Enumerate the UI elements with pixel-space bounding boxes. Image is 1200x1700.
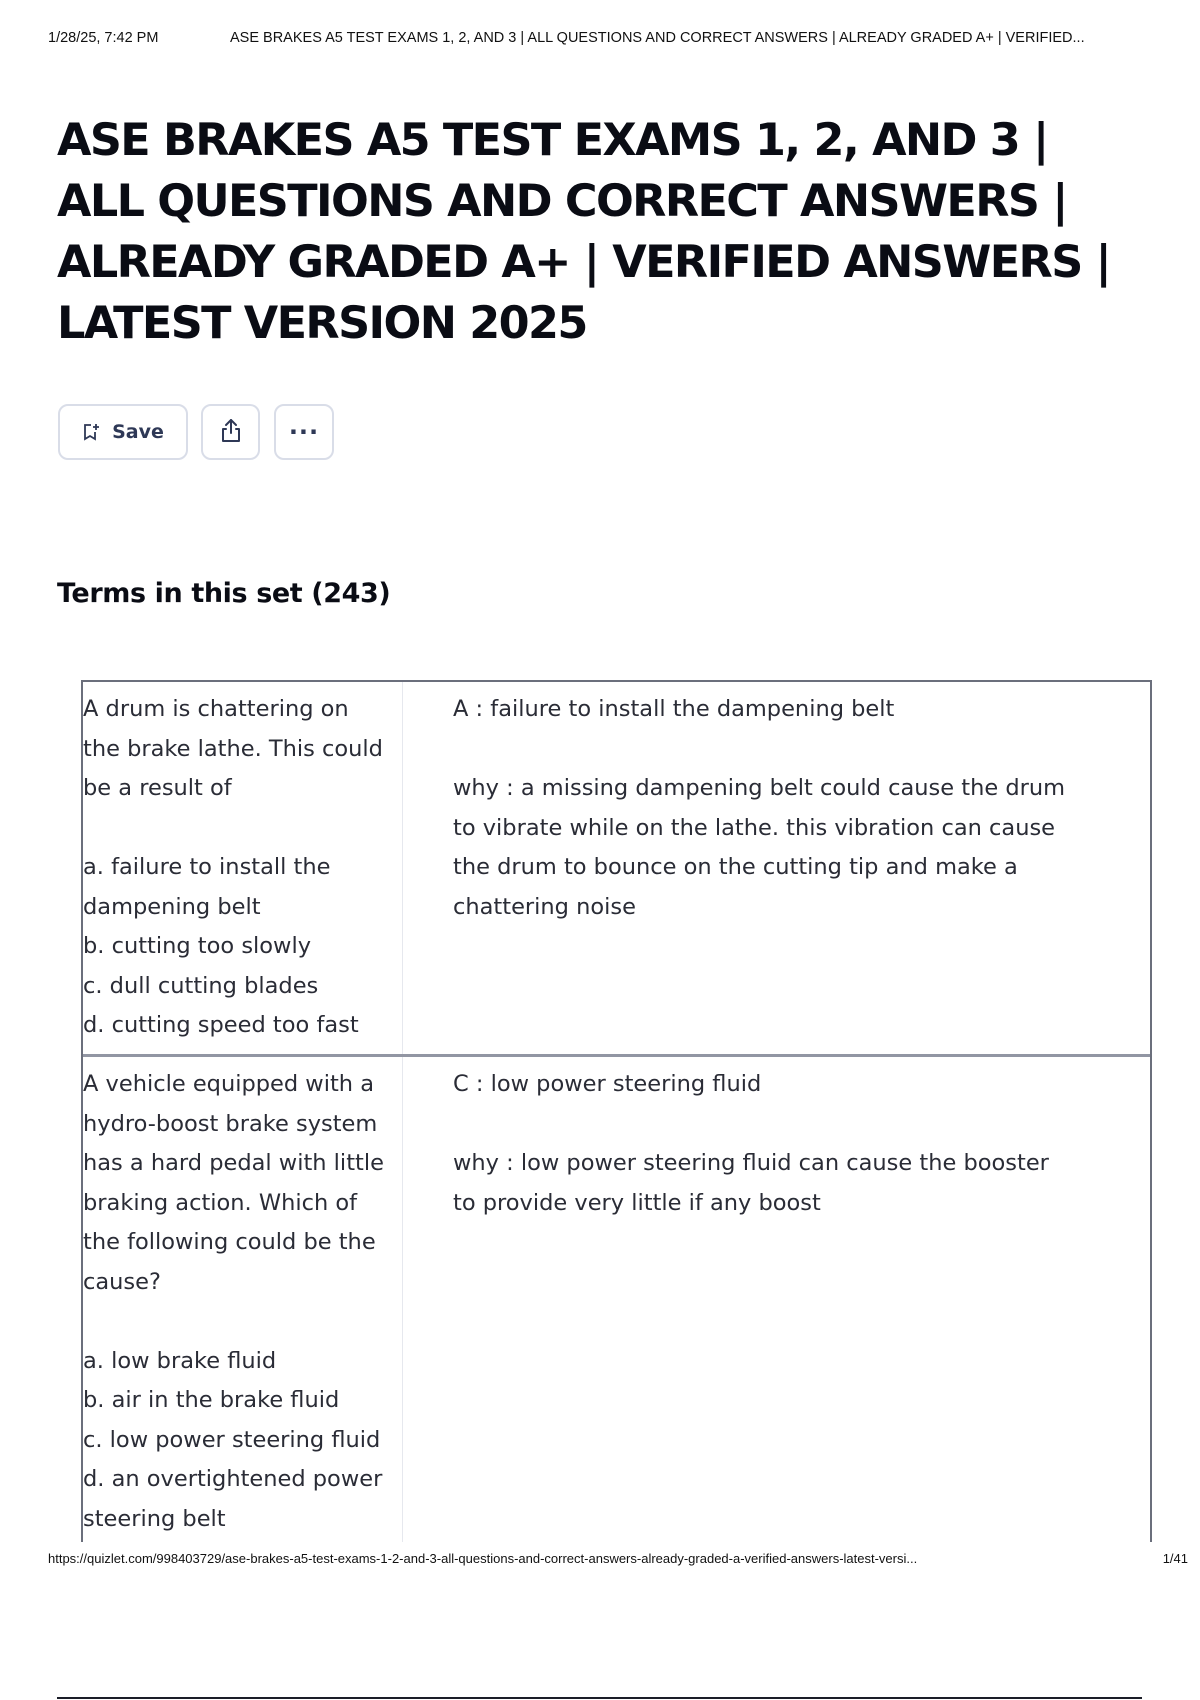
more-options-button[interactable] [274,404,334,460]
share-button[interactable] [201,404,260,460]
terms-list [81,680,1152,1542]
more-icon: ··· [288,418,320,446]
term-card [83,682,1150,1054]
term-line: dampening belt [83,893,261,920]
term-line: braking action. Which of [83,1189,358,1216]
term-line [83,809,402,849]
share-icon [219,417,243,448]
term-line: the brake lathe. This could [83,735,383,762]
terms-heading: Terms in this set (243) [57,578,391,609]
term-line: c. low power steering fluid [83,1426,381,1453]
card-term [83,682,403,1054]
term-line: the following could be the [83,1229,376,1255]
term-card [83,1054,1150,1542]
print-document-title: ASE BRAKES A5 TEST EXAMS 1, 2, AND 3 | ALL QUESTIONS AND CORRECT ANSWERS | ALREADY GRADED A+ | VERIFIED... [230,30,1085,46]
term-line: has a hard pedal with little [83,1150,384,1176]
page-title: ASE BRAKES A5 TEST EXAMS 1, 2, AND 3 | ALL QUESTIONS AND CORRECT ANSWERS | ALREADY GRADED A+ | VERIFIED ANSWERS | LATEST VERSION 2025 [57,115,1111,349]
print-footer [48,1551,1188,1566]
definition-line: the drum to bounce on the cutting tip and make a [453,854,1018,880]
definition-line [453,730,1150,770]
definition-line: to vibrate while on the lathe. this vibration can cause [453,814,1056,841]
print-datetime: 1/28/25, 7:42 PM [48,30,159,46]
card-definition [403,1057,1150,1542]
term-line: hydro-boost brake system [83,1110,378,1137]
save-button-label: Save [112,421,164,443]
definition-line: A : failure to install the dampening belt [453,696,895,722]
term-line: c. dull cutting blades [83,972,319,999]
definition-line: chattering noise [453,893,636,920]
definition-line: to provide very little if any boost [453,1189,821,1216]
page-number: 1/41 [1162,1551,1188,1566]
term-line: be a result of [83,775,232,801]
term-line: b. air in the brake fluid [83,1387,340,1413]
term-line: b. cutting too slowly [83,933,312,959]
term-line: a. failure to install the [83,854,331,880]
term-line: cause? [83,1268,161,1295]
page-url: https://quizlet.com/998403729/ase-brakes-a5-test-exams-1-2-and-3-all-questions-and-correct-answers-already-graded-a-verified-answers-latest-versi... [48,1551,918,1566]
term-line [83,1302,402,1342]
definition-line: C : low power steering fluid [453,1071,762,1097]
card-term [83,1057,403,1542]
bookmark-add-icon [82,423,100,441]
definition-line [453,1105,1150,1145]
definition-line: why : low power steering fluid can cause the booster [453,1150,1049,1176]
term-line: d. an overtightened power [83,1466,383,1492]
term-line: A vehicle equipped with a [83,1071,374,1097]
term-line: A drum is chattering on [83,696,349,722]
save-button[interactable] [58,404,188,460]
term-line: d. cutting speed too fast [83,1012,359,1038]
term-line: steering belt [83,1505,226,1532]
definition-line: why : a missing dampening belt could cause the drum [453,775,1066,801]
print-header [48,30,1182,46]
term-line: a. low brake fluid [83,1347,277,1374]
card-definition [403,682,1150,1054]
divider [57,1697,1142,1699]
